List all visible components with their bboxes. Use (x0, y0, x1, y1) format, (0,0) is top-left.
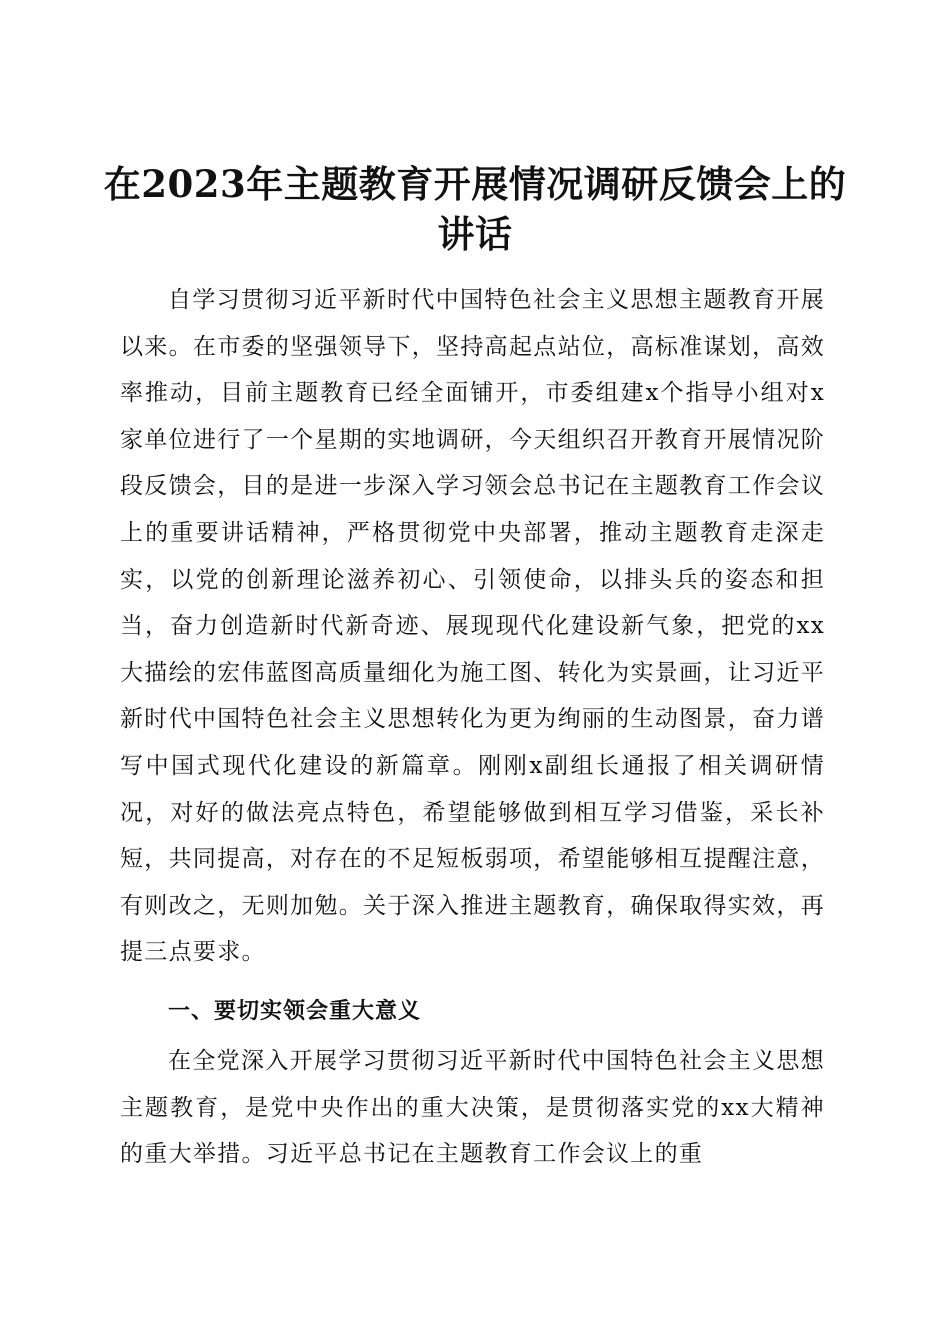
body-paragraph: 在全党深入开展学习贯彻习近平新时代中国特色社会主义思想主题教育，是党中央作出的重大决策，是贯彻落实党的xx大精神的重大举措。习近平总书记在主题教育工作会议上的重 (120, 1048, 825, 1168)
section-heading: 一、要切实领会重大意义 (168, 999, 422, 1024)
document-title: 在2023年主题教育开展情况调研反馈会上的讲话 (103, 161, 847, 256)
body-paragraph: 自学习贯彻习近平新时代中国特色社会主义思想主题教育开展以来。在市委的坚强领导下，坚持高起点站位，高标准谋划，高效率推动，目前主题教育已经全面铺开，市委组建x个指导小组对x家单位进行了一个星期的实地调研，今天组织召开教育开展情况阶段反馈会，目的是进一步深入学习领会总书记在主题教育工作会议上的重要讲话精神，严格贯彻党中央部署，推动主题教育走深走实，以党的创新理论滋养初心、引领使命，以排头兵的姿态和担当，奋力创造新时代新奇迹、展现现代化建设新气象，把党的xx大描绘的宏伟蓝图高质量细化为施工图、转化为实景画，让习近平新时代中国特色社会主义思想转化为更为绚丽的生动图景，奋力谱写中国式现代化建设的新篇章。刚刚x副组长通报了相关调研情况，对好的做法亮点特色，希望能够做到相互学习借鉴，采长补短，共同提高，对存在的不足短板弱项，希望能够相互提醒注意，有则改之，无则加勉。关于深入推进主题教育，确保取得实效，再提三点要求。 (120, 287, 825, 966)
